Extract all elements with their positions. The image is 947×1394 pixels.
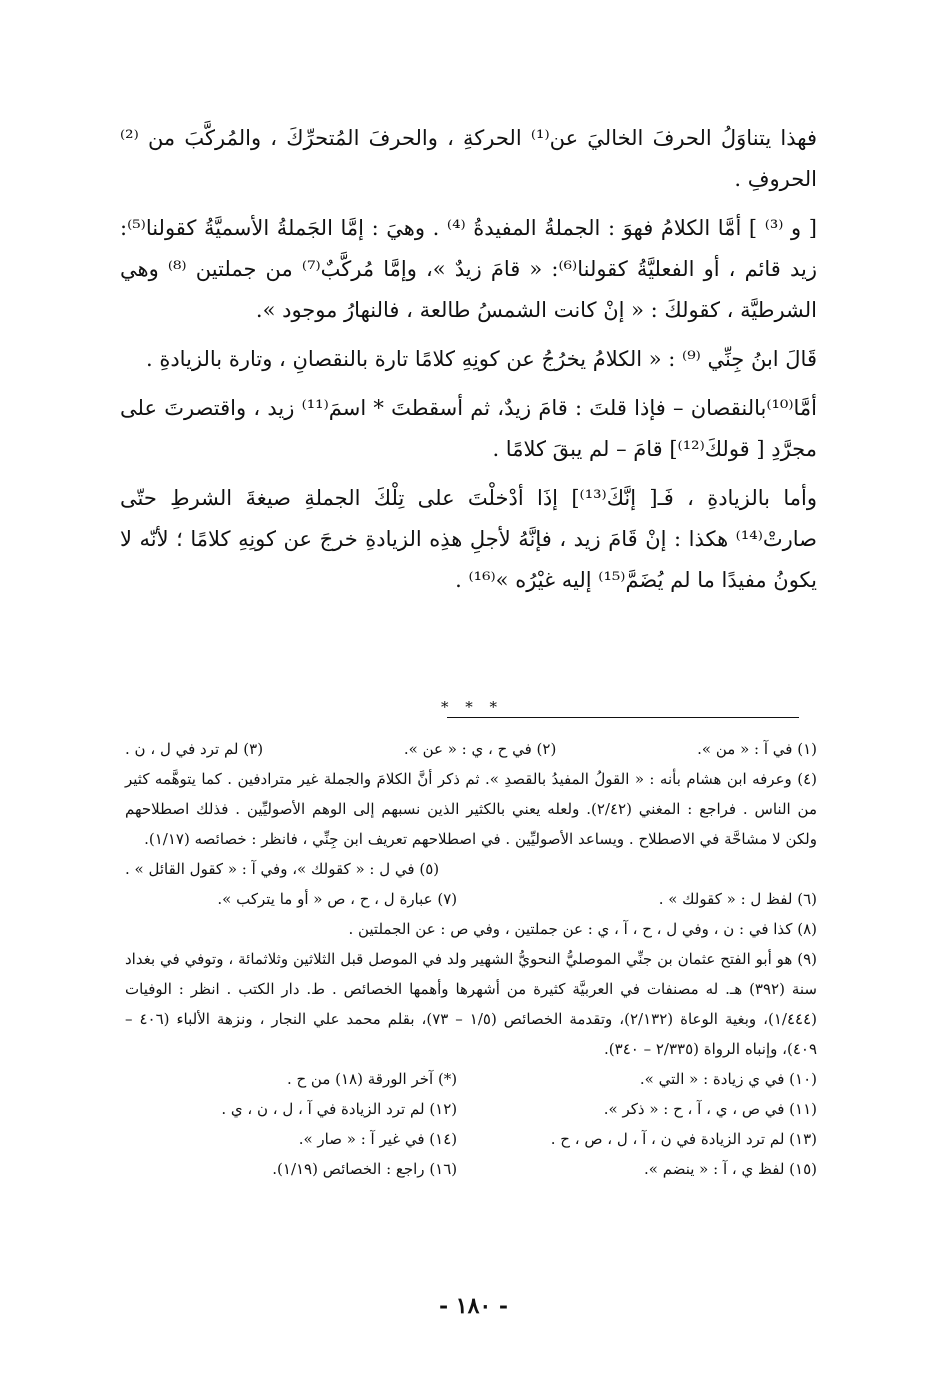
footnote-row <box>125 1154 817 1184</box>
footnote-13: (١٣) لم ترد الزيادة في ن ، آ ، ل ، ص ، ح . <box>550 1130 817 1148</box>
footnote-12: (١٢) لم ترد الزيادة في آ ، ل ، ن ، ي . <box>221 1100 458 1118</box>
section-separator-stars: * * * <box>441 698 504 716</box>
footnote-2: (٢) في ح ، ي : « عن ». <box>403 740 557 758</box>
footnote-6: (٦) لفظ ل : « كقولك » . <box>658 890 817 908</box>
paragraph-4: أمَّا⁽¹⁰⁾بالنقصان – فإذا قلتَ : قامَ زيدٌ، ثم أسقطتَ * اسمَ⁽¹¹⁾ زيد ، واقتصرتَ على مجرَّدِ [ قولكَ⁽¹²⁾] قامَ – لم يبقَ كلامًا . <box>120 396 817 461</box>
page-number: - ١٨٠ - <box>438 1293 509 1319</box>
footnote-14: (١٤) في غير آ : « صار ». <box>298 1130 458 1148</box>
footnote-16: (١٦) راجع : الخصائص (١/١٩). <box>272 1160 458 1178</box>
footnote-4: (٤) وعرفه ابن هشام بأنه : « القولُ المفيدُ بالقصدِ ». ثم ذكر أنَّ الكلامَ والجملة غير مترادفين . كما يتوهَّمه كثير من الناس . فراجع : المغني (٢/٤٢). ولعله يعني بالكثير الذين نسبهم إلى الوهم الأصوليِّين . فذلك اصطلاحهم ولكن لا مشاحَّة في الاصطلاح . ويساعد الأصوليِّين . في اصطلاحهم تعريف ابن جِنِّي ، فانظر : خصائصه (١/١٧). <box>125 770 817 848</box>
footnote-row <box>125 1094 817 1124</box>
footnote-row <box>125 734 817 764</box>
footnote-11: (١١) في ص ، ي ، آ ، ح : « ذكر ». <box>603 1100 817 1118</box>
footnotes <box>125 734 817 1184</box>
footnote-3: (٣) لم ترد في ل ، ن . <box>125 740 264 758</box>
footnote-10: (١٠) في ي زيادة : « التي ». <box>639 1070 817 1088</box>
paragraph-2: [ و ⁽³⁾ ] أمَّا الكلامُ فهوَ : الجملةُ المفيدةُ ⁽⁴⁾ . وهيَ : إمَّا الجَملةُ الأسميَّةُ كقولنا⁽⁵⁾: زيد قائم ، أو الفعليَّةُ كقولنا⁽⁶⁾: « قامَ زيدٌ »، وإمَّا مُركَّبٌ⁽⁷⁾ من جملتين ⁽⁸⁾ وهي الشرطيَّة ، كقولكَ : « إنْ كانت الشمسُ طالعة ، فالنهارُ موجود ». <box>120 216 817 322</box>
footnote-1: (١) في آ : « من ». <box>697 740 817 758</box>
footnote-row <box>125 854 817 884</box>
footnote-row <box>125 1124 817 1154</box>
footnote-row <box>125 1064 817 1094</box>
footnote-row <box>125 884 817 914</box>
paragraph-3: قَالَ ابنُ جِنِّي ⁽⁹⁾ : « الكلامُ يخرُجُ عن كونِهِ كلامًا تارة بالنقصانِ ، وتارة بالزيادةِ . <box>145 347 817 371</box>
footnote-9: (٩) هو أبو الفتح عثمان بن جنِّي الموصليُّ النحويُّ الشهير ولد في الموصل قبل الثلاثين وثلاثمائة ، وتوفي في بغداد سنة (٣٩٢) هـ. له مصنفات في العربيَّة كثيرة من أشهرها وأهمها الخصائص . ط. دار الكتب . انظر : الوفيات (١/٤٤٤)، وبغية الوعاة (٢/١٣٢)، وتقدمة الخصائص (١/٥ – ٧٣)، بقلم محمد علي النجار ، ونزهة الألباء (٤٠٦ – ٤٠٩)، وإنباه الرواة (٢/٣٣٥ – ٣٤٠). <box>125 950 817 1058</box>
footnote-7: (٧) عبارة ل ، ح ، ص « أو ما يتركب ». <box>217 890 458 908</box>
footnote-15: (١٥) لفظ ي ، آ : « ينضم ». <box>644 1160 817 1178</box>
main-text <box>120 118 817 609</box>
paragraph-1: فهذا يتناوَلُ الحرفَ الخاليَ عن⁽¹⁾ الحركةِ ، والحرفَ المُتحرِّكَ ، والمُركَّبَ من ⁽²⁾ الحروفِ . <box>120 126 817 191</box>
footnote-5: (٥) في ل : « كقولك »، وفي آ : « كقول القائل » . <box>125 860 440 878</box>
footnote-8: (٨) كذا في : ن ، وفي ل ، ح ، آ ، ي : عن جملتين ، وفي ص : عن الجملتين . <box>348 920 817 938</box>
paragraph-5: وأما بالزيادةِ ، فَـ[ إنَّكَ⁽¹³⁾] إذَا أدْخلْتَ على تِلْكَ الجملةِ صيغةَ الشرطِ حتّى صارتْ⁽¹⁴⁾ هكذا : إنْ قَامَ زيد ، فإنَّهُ لأجلِ هذِه الزيادةِ خرجَ عن كونِهِ كلامًا ؛ لأنّه لا يكونُ مفيدًا ما لم يُضَمَّ⁽¹⁵⁾ إليه غيْرُه »⁽¹⁶⁾ . <box>120 486 817 592</box>
footnote-divider <box>447 717 799 718</box>
footnote-star: (*) آخر الورقة (١٨) من ح . <box>286 1070 458 1088</box>
